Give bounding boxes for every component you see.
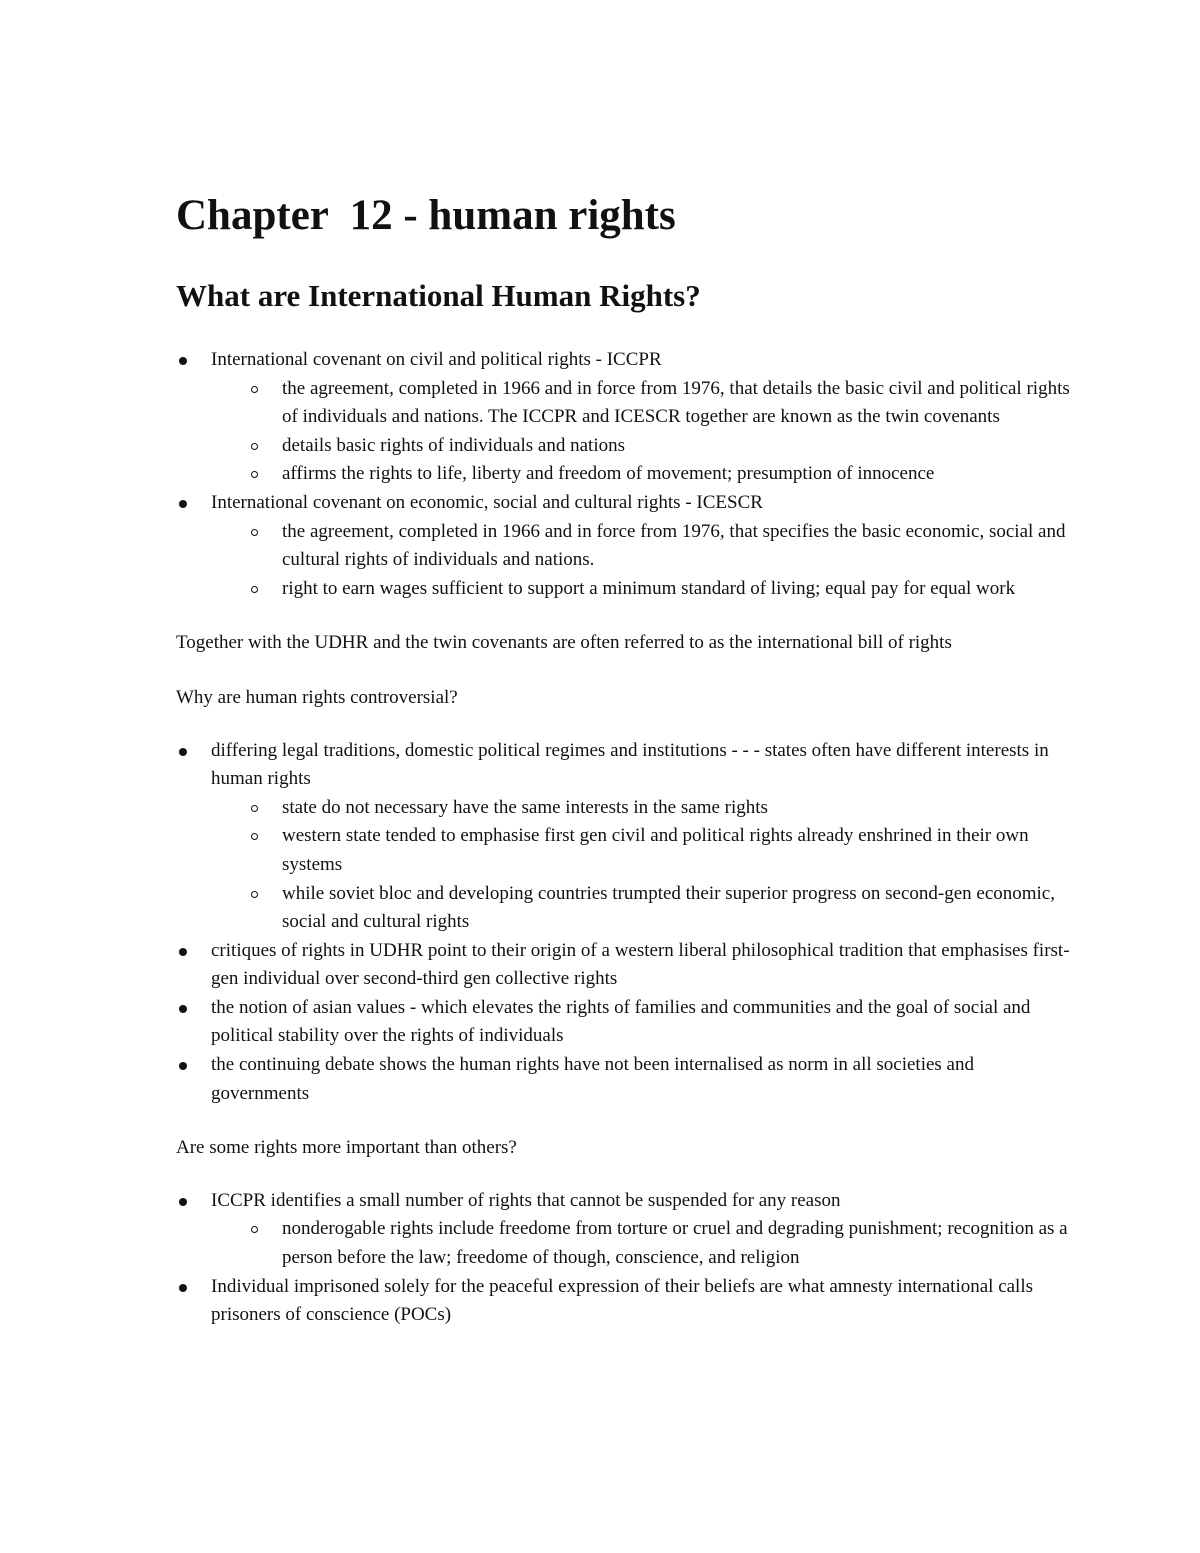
hollow-bullet-icon (251, 529, 258, 536)
list-item (176, 1187, 1076, 1273)
bullet-list-controversial (176, 737, 1076, 1109)
bullet-icon (179, 1062, 187, 1070)
bullet-icon (179, 1284, 187, 1292)
bullet-icon (179, 1198, 187, 1206)
sub-list-item-text: details basic rights of individuals and nations (282, 434, 626, 456)
sub-list-item-text: while soviet bloc and developing countries trumpted their superior progress on second-gen economic, social and cultural rights (282, 882, 1055, 933)
hollow-bullet-icon (251, 833, 258, 840)
sub-list-item (211, 822, 1076, 879)
sub-list (211, 375, 1076, 489)
document-content (176, 188, 1076, 1330)
sub-list-item-text: right to earn wages sufficient to support a minimum standard of living; equal pay for equal work (282, 577, 1016, 599)
sub-list-item-text: nonderogable rights include freedome from torture or cruel and degrading punishment; recognition as a person before the law; freedome of though, conscience, and religion (282, 1218, 1068, 1269)
sub-list-item (211, 1215, 1076, 1272)
hollow-bullet-icon (251, 443, 258, 450)
sub-list-item (211, 460, 1076, 489)
list-item (176, 346, 1076, 489)
sub-list-item (211, 432, 1076, 461)
list-item-text: ICCPR identifies a small number of rights that cannot be suspended for any reason (211, 1189, 841, 1211)
hollow-bullet-icon (251, 1226, 258, 1233)
together-paragraph: Together with the UDHR and the twin covenants are often referred to as the international bill of rights (176, 632, 952, 654)
sub-list (211, 794, 1076, 937)
chapter-title: Chapter 12 - human rights (176, 192, 676, 239)
section-heading: What are International Human Rights? (176, 278, 701, 313)
list-item (176, 1051, 1076, 1108)
sub-list-item-text: western state tended to emphasise first gen civil and political rights already enshrined in their own systems (282, 825, 1029, 875)
sub-list (211, 1215, 1076, 1272)
bullet-icon (179, 357, 187, 365)
sub-list-item (211, 880, 1076, 937)
list-item (176, 737, 1076, 937)
list-item (176, 1273, 1076, 1330)
hollow-bullet-icon (251, 891, 258, 898)
sub-list (211, 518, 1076, 604)
sub-list-item-text: the agreement, completed in 1966 and in force from 1976, that specifies the basic economic, social and cultural rights of individuals and nations. (282, 520, 1066, 571)
hollow-bullet-icon (251, 386, 258, 393)
bullet-icon (179, 500, 187, 508)
hollow-bullet-icon (251, 805, 258, 812)
hollow-bullet-icon (251, 586, 258, 593)
list-item (176, 937, 1076, 994)
sub-list-item-text: affirms the rights to life, liberty and freedom of movement; presumption of innocence (282, 463, 935, 485)
list-item-text: International covenant on civil and political rights - ICCPR (211, 349, 662, 370)
sub-list-item-text: state do not necessary have the same interests in the same rights (282, 796, 768, 818)
hollow-bullet-icon (251, 471, 258, 478)
bullet-icon (179, 1005, 187, 1013)
sub-list-item (211, 575, 1076, 604)
list-item-text: International covenant on economic, social and cultural rights - ICESCR (211, 491, 763, 513)
bullet-list-covenants (176, 346, 1076, 603)
sub-list-item (211, 375, 1076, 432)
list-item (176, 489, 1076, 603)
list-item-text: Individual imprisoned solely for the peaceful expression of their beliefs are what amnesty international calls prisoners of conscience (POCs) (211, 1275, 1034, 1326)
list-item-text: differing legal traditions, domestic political regimes and institutions - - - states often have different interests in human rights (211, 739, 1049, 790)
bullet-icon (179, 948, 187, 956)
question-controversial: Why are human rights controversial? (176, 686, 458, 708)
list-item-text: the continuing debate shows the human rights have not been internalised as norm in all societies and governments (211, 1054, 974, 1104)
list-item-text: the notion of asian values - which elevates the rights of families and communities and the goal of social and political stability over the rights of individuals (211, 996, 1031, 1047)
bullet-icon (179, 748, 187, 756)
list-item (176, 994, 1076, 1051)
sub-list-item (211, 794, 1076, 823)
question-importance: Are some rights more important than others? (176, 1137, 517, 1159)
sub-list-item (211, 518, 1076, 575)
sub-list-item-text: the agreement, completed in 1966 and in force from 1976, that details the basic civil and political rights of individuals and nations. The ICCPR and ICESCR together are known as the twin covenants (282, 377, 1070, 428)
bullet-list-importance (176, 1187, 1076, 1330)
list-item-text: critiques of rights in UDHR point to their origin of a western liberal philosophical tradition that emphasises first-gen individual over second-third gen collective rights (211, 939, 1070, 990)
